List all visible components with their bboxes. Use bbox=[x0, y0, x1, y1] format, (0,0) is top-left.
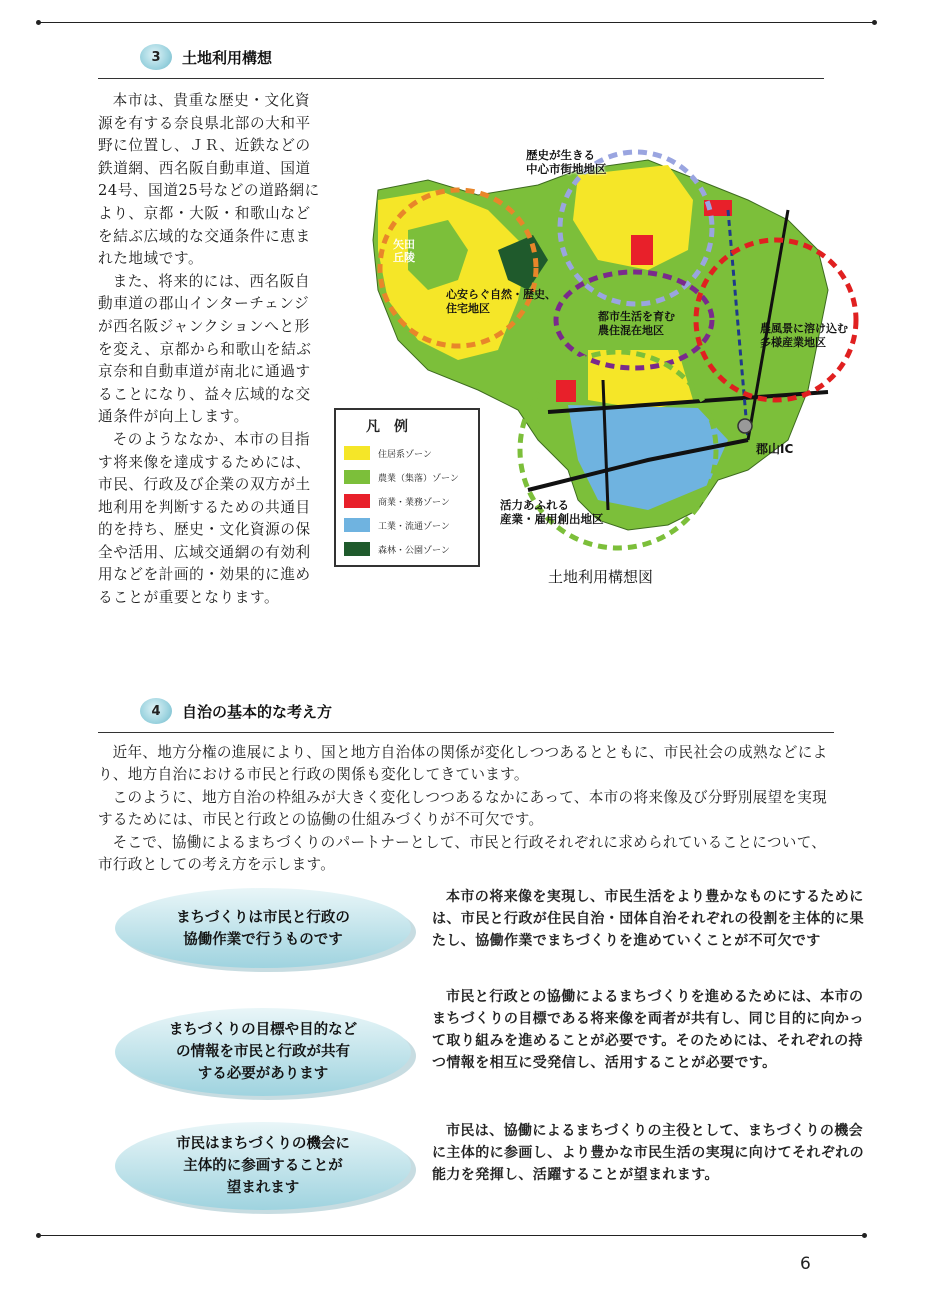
zone-label-center: 都市生活を育む 農住混在地区 bbox=[598, 310, 675, 337]
section3-heading bbox=[140, 44, 272, 70]
section4-title: 自治の基本的な考え方 bbox=[182, 702, 333, 721]
principle-2-ellipse bbox=[108, 1004, 418, 1104]
legend-label-industrial: 工業・流通ゾーン bbox=[378, 521, 450, 532]
section3-title: 土地利用構想 bbox=[182, 48, 273, 67]
legend-swatch-residential bbox=[344, 446, 370, 460]
legend-label-residential: 住居系ゾーン bbox=[378, 449, 432, 460]
section4-paragraph-2: このように、地方自治の枠組みが大きく変化しつつあるなかにあって、本市の将来像及び分野別展望を実現するためには、市民と行政との協働の仕組みづくりが不可欠です。 bbox=[98, 788, 828, 829]
section3-paragraph-1: 本市は、貴重な歴史・文化資源を有する奈良県北部の大和平野に位置し、ＪＲ、近鉄などの鉄道網、西名阪自動車道、国道24号、国道25号などの道路網により、京都・大阪・和歌山などを結ぶ広域的な交通条件に恵まれた地域です。 bbox=[98, 92, 320, 268]
legend-item bbox=[344, 518, 450, 532]
principle-1-ellipse bbox=[108, 884, 418, 974]
land-use-map bbox=[348, 140, 868, 580]
section3-number: 3 bbox=[140, 44, 172, 70]
top-rule-dot-right bbox=[872, 20, 877, 25]
legend-swatch-commercial bbox=[344, 494, 370, 508]
section4-heading bbox=[140, 698, 332, 724]
zone-label-east: 農風景に溶け込む 多様産業地区 bbox=[760, 322, 848, 349]
principle-3-heading: 市民はまちづくりの機会に 主体的に参画することが 望まれます bbox=[176, 1136, 350, 1196]
map-commercial-north bbox=[631, 235, 653, 265]
legend-label-forest: 森林・公園ゾーン bbox=[378, 545, 450, 556]
page-number: 6 bbox=[800, 1254, 811, 1274]
legend-swatch-forest bbox=[344, 542, 370, 556]
bottom-rule-dot-right bbox=[862, 1233, 867, 1238]
legend-swatch-agriculture bbox=[344, 470, 370, 484]
zone-label-west: 心安らぐ自然・歴史、 住宅地区 bbox=[446, 288, 556, 315]
section3-body bbox=[98, 90, 320, 610]
principle-3-ellipse bbox=[108, 1118, 418, 1218]
principle-2-heading: まちづくりの目標や目的など の情報を市民と行政が共有 する必要があります bbox=[168, 1022, 358, 1082]
map-caption: 土地利用構想図 bbox=[548, 568, 654, 586]
principle-3-text: 市民は、協働によるまちづくりの主役として、まちづくりの機会に主体的に参画し、より豊かな市民生活の実現に向けてそれぞれの能力を発揮し、活躍することが望まれます。 bbox=[432, 1123, 864, 1183]
map-commercial-kotsumi bbox=[556, 380, 576, 402]
principle-1-text: 本市の将来像を実現し、市民生活をより豊かなものにするためには、市民と行政が住民自治・団体自治それぞれの役割を主体的に果たし、協働作業でまちづくりを進めていくことが不可欠です bbox=[432, 889, 864, 949]
section4-underline bbox=[98, 732, 834, 733]
principle-1-heading: まちづくりは市民と行政の 協働作業で行うものです bbox=[176, 910, 350, 948]
legend-item bbox=[344, 470, 459, 484]
section3-paragraph-2: また、将来的には、西名阪自動車道の郡山インターチェンジが西名阪ジャンクションへと形を変え、京都から和歌山を結ぶ京奈和自動車道が南北に通過することになり、益々広域的な交通条件が向上します。 bbox=[98, 272, 312, 426]
section4-paragraph-3: そこで、協働によるまちづくりのパートナーとして、市民と行政それぞれに求められていることについて、市行政としての考え方を示します。 bbox=[98, 833, 827, 874]
section4-number: 4 bbox=[140, 698, 172, 724]
top-rule bbox=[40, 22, 874, 23]
legend-label-commercial: 商業・業務ゾーン bbox=[378, 497, 450, 508]
bottom-rule bbox=[40, 1235, 864, 1236]
legend-label-agriculture: 農業（集落）ゾーン bbox=[378, 473, 459, 484]
legend-item bbox=[344, 446, 432, 460]
zone-label-south: 活力あふれる 産業・雇用創出地区 bbox=[500, 498, 604, 526]
principle-2-text: 市民と行政との協働によるまちづくりを進めるためには、本市のまちづくりの目標である将来像を両者が共有し、同じ目的に向かって取り組みを進めることが必要です。そのためには、それぞれの持つ情報を相互に受発信し、活用することが必要です。 bbox=[432, 989, 864, 1071]
section4-paragraph-1: 近年、地方分権の進展により、国と地方自治体の関係が変化しつつあるとともに、市民社会の成熟などにより、地方自治における市民と行政の関係も変化してきています。 bbox=[98, 744, 828, 784]
legend-item bbox=[344, 494, 450, 508]
legend-title: 凡 例 bbox=[366, 419, 408, 435]
map-legend bbox=[334, 408, 480, 567]
zone-label-yata: 矢田 丘陵 bbox=[393, 238, 415, 264]
map-ic-marker bbox=[738, 419, 752, 433]
legend-item bbox=[344, 542, 450, 556]
legend-swatch-industrial bbox=[344, 518, 370, 532]
section4-body bbox=[98, 742, 838, 876]
map-ic-label: 郡山IC bbox=[756, 442, 794, 456]
section3-underline bbox=[98, 78, 824, 79]
section3-paragraph-3: そのようななか、本市の目指す将来像を達成するためには、市民、行政及び企業の双方が土地利用を判断するための共通目的を持ち、歴史・文化資源の保全や活用、広域交通網の有効利用などを計画的・効果的に進めることが重要となります。 bbox=[98, 430, 311, 607]
zone-label-north: 歴史が生きる 中心市街地地区 bbox=[526, 148, 607, 176]
